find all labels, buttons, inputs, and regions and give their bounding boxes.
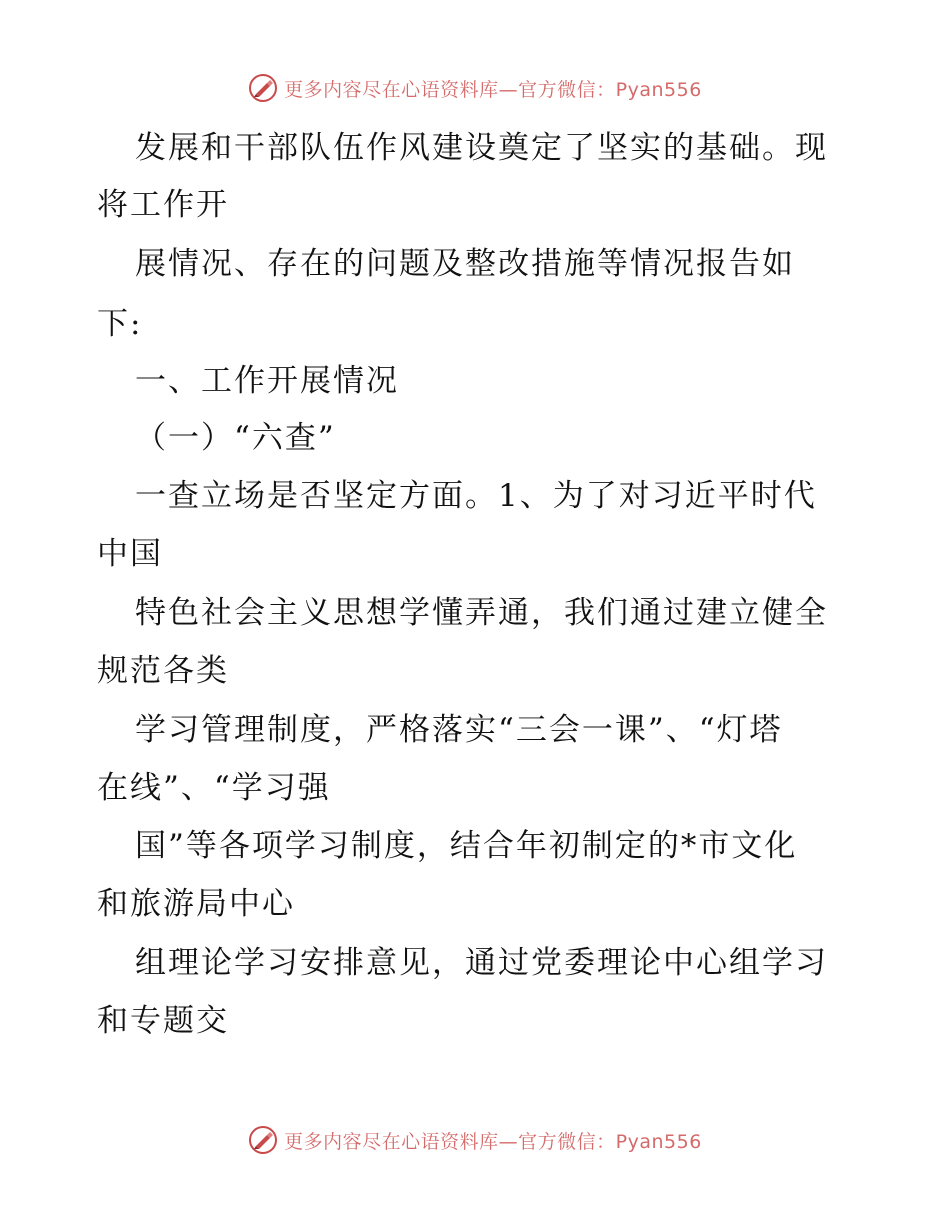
header-watermark <box>0 68 950 108</box>
body-line: 组理论学习安排意见，通过党委理论中心组学习 <box>135 945 828 981</box>
body-line: 一查立场是否坚定方面。1、为了对习近平时代 <box>135 478 817 514</box>
section-heading: 一、工作开展情况 <box>135 363 399 399</box>
footer-watermark-text: 更多内容尽在心语资料库—官方微信：Pyan556 <box>284 1130 702 1153</box>
pen-logo-icon <box>248 1125 278 1155</box>
body-line: 规范各类 <box>97 653 229 689</box>
body-line: 国”等各项学习制度，结合年初制定的*市文化 <box>135 828 798 864</box>
footer-watermark-inner <box>248 1125 702 1155</box>
pen-logo-icon <box>248 73 278 103</box>
body-line: 和专题交 <box>97 1003 229 1039</box>
body-line: 展情况、存在的问题及整改措施等情况报告如 <box>135 246 795 282</box>
body-line: 将工作开 <box>97 187 229 223</box>
body-line: 发展和干部队伍作风建设奠定了坚实的基础。现 <box>135 130 828 166</box>
subsection-heading: （一）“六查” <box>135 420 336 456</box>
body-line: 在线”、“学习强 <box>97 770 331 806</box>
body-line: 中国 <box>97 536 163 572</box>
footer-watermark <box>0 1120 950 1160</box>
body-line: 和旅游局中心 <box>97 886 295 922</box>
body-line: 特色社会主义思想学懂弄通，我们通过建立健全 <box>135 595 828 631</box>
header-watermark-inner <box>248 73 702 103</box>
header-watermark-text: 更多内容尽在心语资料库—官方微信：Pyan556 <box>284 78 702 101</box>
body-line: 学习管理制度，严格落实“三会一课”、“灯塔 <box>135 712 783 748</box>
body-line: 下: <box>97 306 143 342</box>
